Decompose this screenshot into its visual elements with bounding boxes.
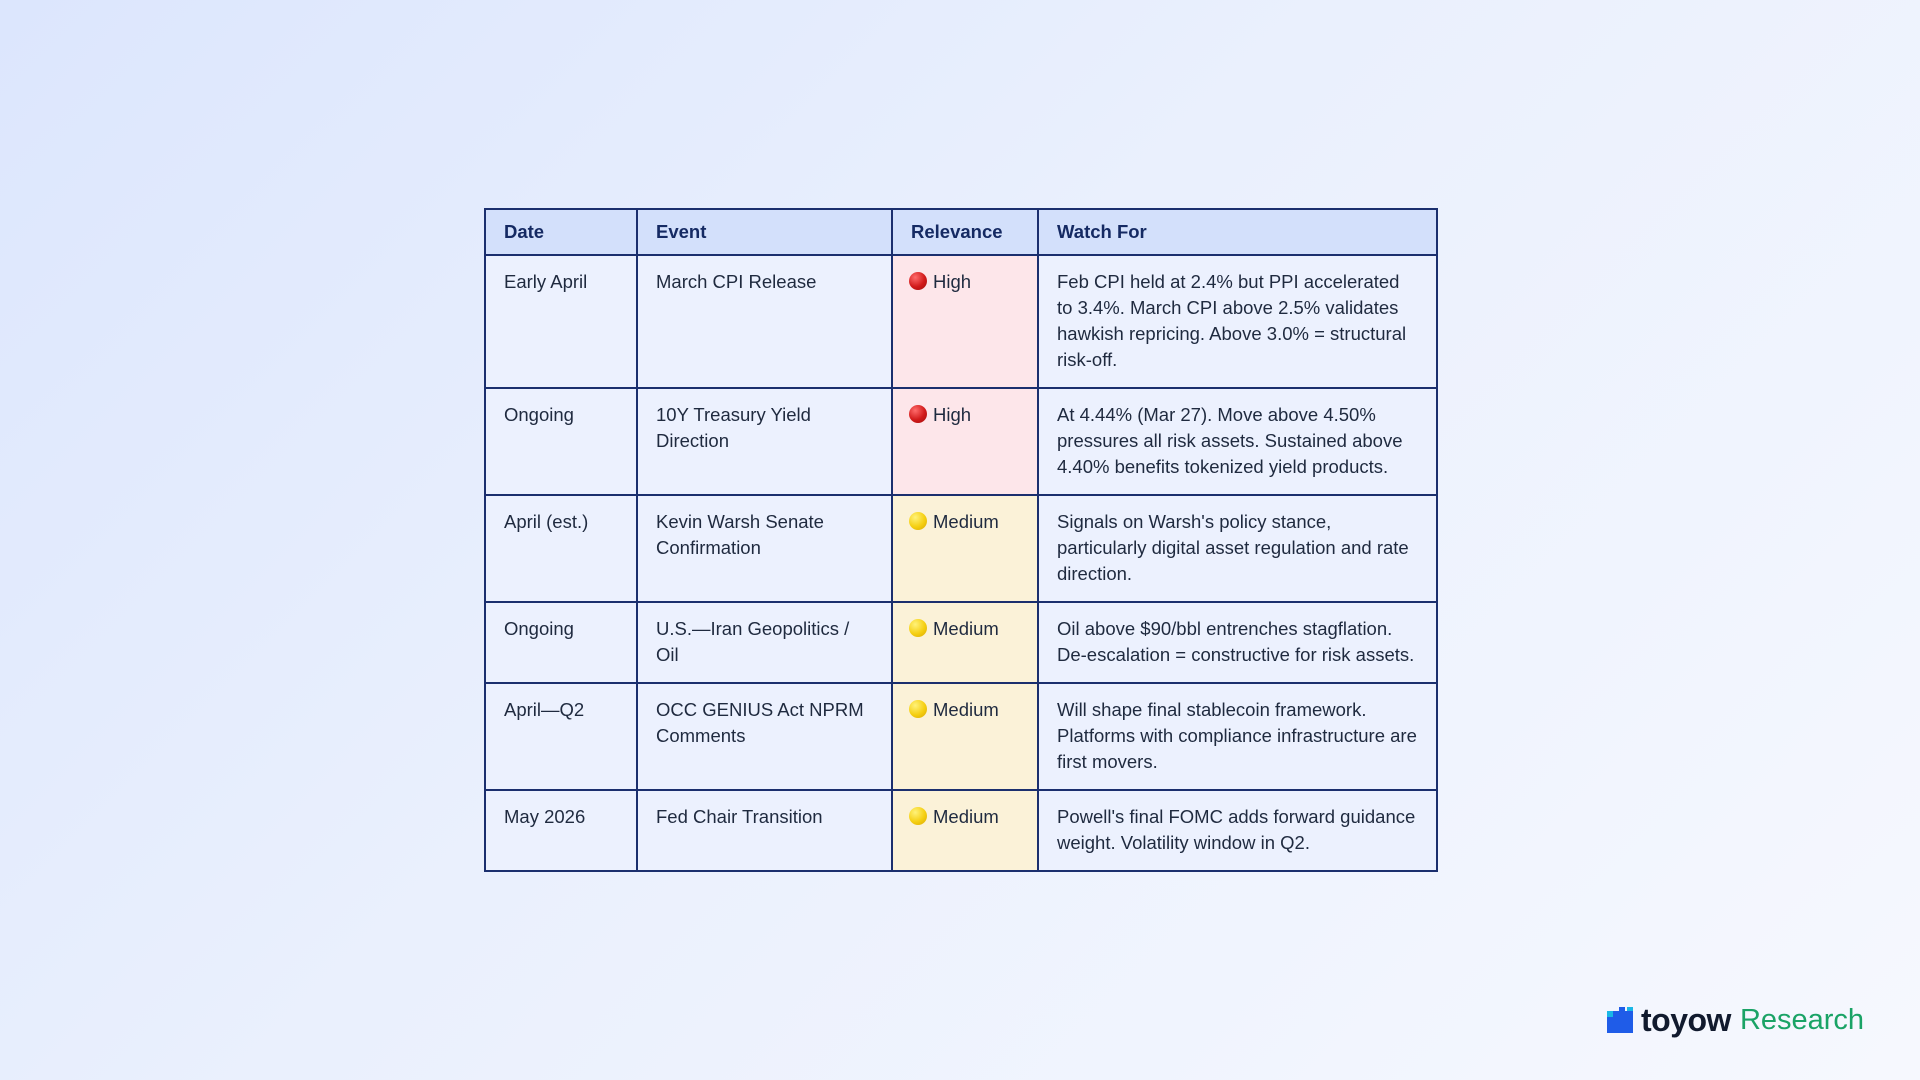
relevance-label: Medium	[933, 699, 999, 720]
relevance-label: Medium	[933, 511, 999, 532]
watchlist-table	[484, 208, 1438, 872]
cell-event: March CPI Release	[637, 255, 892, 388]
table-row	[485, 495, 1437, 602]
brand-logo	[1607, 1000, 1864, 1040]
cell-date: April (est.)	[485, 495, 637, 602]
relevance-label: High	[933, 271, 972, 292]
cell-event: Kevin Warsh Senate Confirmation	[637, 495, 892, 602]
table-row	[485, 388, 1437, 495]
header-date: Date	[485, 209, 637, 255]
cell-watch-for: Powell's final FOMC adds forward guidance weight. Volatility window in Q2.	[1038, 790, 1437, 871]
table-row	[485, 602, 1437, 683]
cell-relevance	[892, 495, 1038, 602]
cell-relevance	[892, 388, 1038, 495]
table-row	[485, 255, 1437, 388]
brand-name: toyow	[1641, 1001, 1731, 1038]
yellow-circle-icon	[909, 700, 927, 718]
cell-watch-for: Will shape final stablecoin framework. Platforms with compliance infrastructure are first movers.	[1038, 683, 1437, 790]
header-watch-for: Watch For	[1038, 209, 1437, 255]
cell-event: U.S.—Iran Geopolitics / Oil	[637, 602, 892, 683]
yellow-circle-icon	[909, 619, 927, 637]
cell-watch-for: At 4.44% (Mar 27). Move above 4.50% pressures all risk assets. Sustained above 4.40% benefits tokenized yield products.	[1038, 388, 1437, 495]
cell-relevance	[892, 683, 1038, 790]
cell-date: April—Q2	[485, 683, 637, 790]
cell-watch-for: Feb CPI held at 2.4% but PPI accelerated to 3.4%. March CPI above 2.5% validates hawkish repricing. Above 3.0% = structural risk-off.	[1038, 255, 1437, 388]
table-row	[485, 683, 1437, 790]
relevance-label: Medium	[933, 806, 999, 827]
toyow-logo-icon	[1607, 1007, 1633, 1033]
table-header-row	[485, 209, 1437, 255]
yellow-circle-icon	[909, 807, 927, 825]
table-row	[485, 790, 1437, 871]
cell-watch-for: Oil above $90/bbl entrenches stagflation. De-escalation = constructive for risk assets.	[1038, 602, 1437, 683]
cell-relevance	[892, 790, 1038, 871]
header-relevance: Relevance	[892, 209, 1038, 255]
cell-watch-for: Signals on Warsh's policy stance, particularly digital asset regulation and rate direction.	[1038, 495, 1437, 602]
watchlist-table-container	[484, 208, 1436, 872]
red-circle-icon	[909, 405, 927, 423]
cell-date: Ongoing	[485, 602, 637, 683]
relevance-label: Medium	[933, 618, 999, 639]
cell-event: Fed Chair Transition	[637, 790, 892, 871]
cell-relevance	[892, 255, 1038, 388]
cell-date: Ongoing	[485, 388, 637, 495]
cell-date: May 2026	[485, 790, 637, 871]
relevance-label: High	[933, 404, 972, 425]
header-event: Event	[637, 209, 892, 255]
red-circle-icon	[909, 272, 927, 290]
cell-event: 10Y Treasury Yield Direction	[637, 388, 892, 495]
cell-date: Early April	[485, 255, 637, 388]
cell-relevance	[892, 602, 1038, 683]
yellow-circle-icon	[909, 512, 927, 530]
brand-suffix: Research	[1739, 1003, 1865, 1036]
cell-event: OCC GENIUS Act NPRM Comments	[637, 683, 892, 790]
